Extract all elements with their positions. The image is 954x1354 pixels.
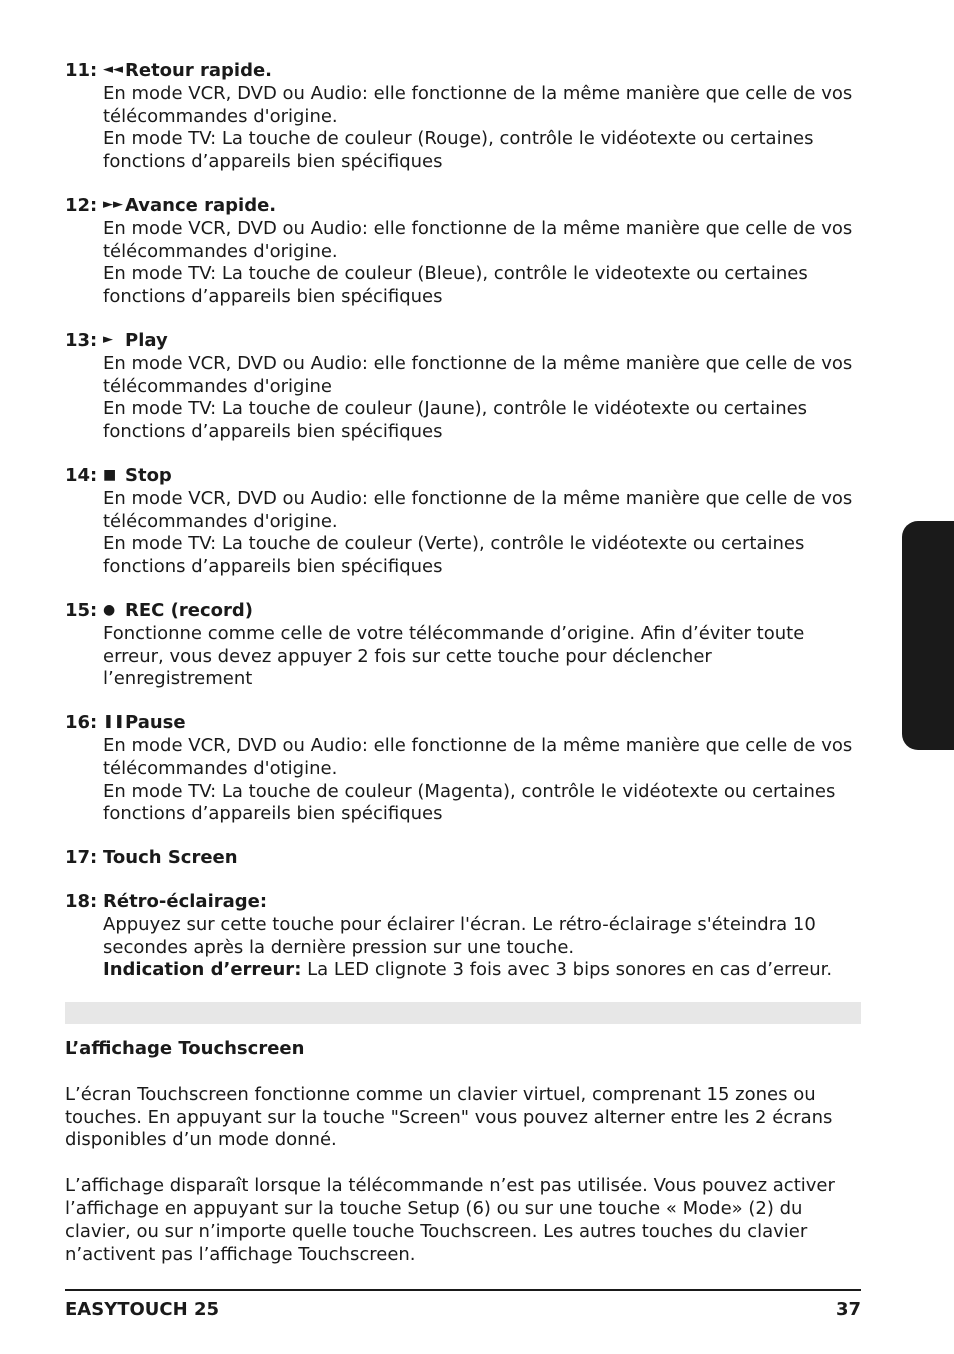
- pause-icon: ❚❚: [103, 714, 125, 730]
- section-divider-bar: [65, 1002, 861, 1024]
- item-number: 13:: [65, 329, 98, 351]
- item-text: En mode VCR, DVD ou Audio: elle fonctionne de la même manière que celle de vos télécommandes d'origine.: [103, 487, 853, 532]
- item-title: Play: [125, 329, 168, 351]
- item-number: 12:: [65, 194, 98, 216]
- chapter-tab: [902, 521, 954, 750]
- item-title: Pause: [125, 712, 186, 734]
- record-icon: ●: [103, 601, 116, 618]
- error-indication-text: La LED clignote 3 fois avec 3 bips sonores en cas d’erreur.: [301, 959, 833, 981]
- section-paragraph: L’écran Touchscreen fonctionne comme un clavier virtuel, comprenant 15 zones ou touches. En appuyant sur la touche "Screen" vous pouvez alterner entre les 2 écrans disponibles d’un mode donné.: [65, 1083, 833, 1151]
- item-text: Appuyez sur cette touche pour éclairer l'écran. Le rétro-éclairage s'éteindra 10 secondes après la dernière pression sur une touche.: [103, 913, 816, 958]
- item-number: 18:: [65, 890, 98, 912]
- item-18: [65, 891, 861, 982]
- item-number: 16:: [65, 712, 98, 734]
- item-number: 11:: [65, 60, 98, 81]
- item-12: [65, 195, 861, 309]
- item-title: Avance rapide.: [125, 194, 277, 216]
- rewind-icon: ◄◄: [103, 62, 123, 77]
- key-descriptions: [65, 60, 861, 1003]
- item-title: REC (record): [125, 599, 253, 621]
- fast-forward-icon: ►►: [103, 196, 123, 212]
- item-text: En mode TV: La touche de couleur (Verte), contrôle le vidéotexte ou certaines fonctions d’appareils bien spécifiques: [103, 533, 805, 578]
- play-icon: ►: [103, 331, 113, 347]
- item-title: Stop: [125, 464, 172, 486]
- item-text: En mode TV: La touche de couleur (Bleue), contrôle le videotexte ou certaines fonctions d’appareils bien spécifiques: [103, 263, 808, 308]
- item-15: [65, 600, 861, 691]
- stop-icon: ■: [103, 466, 117, 483]
- error-indication-label: Indication d’erreur:: [103, 959, 302, 981]
- item-16: [65, 712, 861, 826]
- section-heading: L’affichage Touchscreen: [65, 1038, 305, 1059]
- footer-product: EASYTOUCH 25: [65, 1299, 220, 1320]
- item-text: En mode VCR, DVD ou Audio: elle fonctionne de la même manière que celle de vos télécommandes d'origine: [103, 352, 853, 397]
- touchscreen-section: [65, 1038, 861, 1289]
- item-title: Touch Screen: [103, 847, 238, 869]
- item-number: 14:: [65, 464, 98, 486]
- item-number: 17:: [65, 847, 98, 869]
- footer-rule: [65, 1289, 861, 1291]
- section-paragraph: L’affichage disparaît lorsque la télécommande n’est pas utilisée. Vous pouvez activer l’affichage en appuyant sur la touche Setup (6) ou sur une touche « Mode» (2) du clavier, ou sur n’importe quelle touche Touchscreen. Les autres touches du clavier n’activent pas l’affichage Touchscreen.: [65, 1175, 835, 1265]
- item-text: Fonctionne comme celle de votre télécommande d’origine. Afin d’éviter toute erreur, vous devez appuyer 2 fois sur cette touche pour déclencher l’enregistrement: [103, 622, 805, 690]
- footer: [65, 1299, 861, 1320]
- item-text: En mode VCR, DVD ou Audio: elle fonctionne de la même manière que celle de vos télécommandes d'origine.: [103, 82, 853, 127]
- item-text: En mode VCR, DVD ou Audio: elle fonctionne de la même manière que celle de vos télécommandes d'origine.: [103, 217, 853, 262]
- item-number: 15:: [65, 599, 98, 621]
- item-text: En mode VCR, DVD ou Audio: elle fonctionne de la même manière que celle de vos télécommandes d'otigine.: [103, 734, 853, 779]
- item-11: [65, 60, 861, 174]
- item-14: [65, 465, 861, 579]
- item-title: Rétro-éclairage:: [103, 890, 268, 912]
- item-text: En mode TV: La touche de couleur (Rouge), contrôle le vidéotexte ou certaines fonctions d’appareils bien spécifiques: [103, 128, 814, 173]
- item-title: Retour rapide.: [125, 60, 273, 81]
- item-text: En mode TV: La touche de couleur (Magenta), contrôle le vidéotexte ou certaines fonctions d’appareils bien spécifiques: [103, 780, 836, 825]
- item-17: [65, 847, 861, 870]
- item-text: En mode TV: La touche de couleur (Jaune), contrôle le vidéotexte ou certaines fonctions d’appareils bien spécifiques: [103, 398, 808, 443]
- item-13: [65, 330, 861, 444]
- page-number: 37: [835, 1299, 861, 1320]
